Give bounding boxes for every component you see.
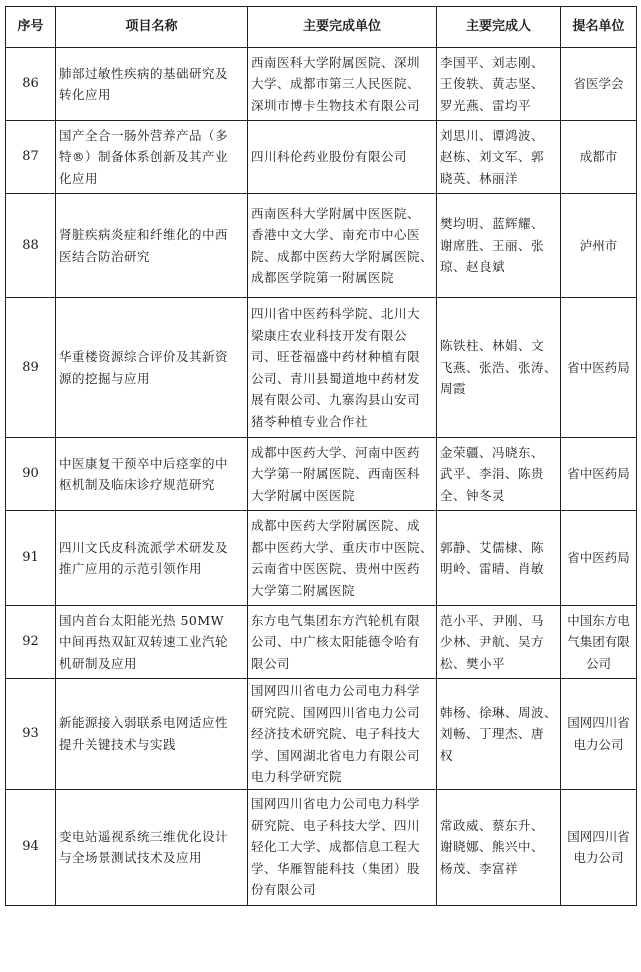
table-row xyxy=(6,121,637,194)
cell-units xyxy=(248,679,437,790)
cell-nominator-line: 国网四川省 xyxy=(567,715,630,731)
cell-units-line: 学、国网湖北省电力有限公司 xyxy=(251,747,421,763)
cell-nominator-line: 电力公司 xyxy=(573,850,624,865)
cell-persons-line: 全、钟冬灵 xyxy=(440,487,506,503)
cell-persons-line: 琼、赵良斌 xyxy=(440,259,506,275)
cell-persons-line: 谢席胜、王丽、张 xyxy=(440,237,545,253)
cell-units-line: 公司、中广核太阳能德令哈有 xyxy=(251,634,421,650)
cell-persons-line: 武平、李涓、陈贵 xyxy=(440,466,545,482)
cell-persons xyxy=(437,121,561,194)
header-project: 项目名称 xyxy=(56,7,248,48)
cell-units-line: 深圳市博卡生物技术有限公司 xyxy=(251,97,421,113)
cell-no: 87 xyxy=(6,121,56,194)
cell-nominator xyxy=(561,121,637,194)
cell-units-line: 成都中医药大学附属医院、成 xyxy=(251,518,421,533)
cell-persons-line: 明岭、雷晴、肖敏 xyxy=(440,561,545,576)
header-units: 主要完成单位 xyxy=(248,7,437,48)
cell-nominator xyxy=(561,48,637,121)
cell-persons xyxy=(437,606,561,679)
cell-persons-line: 刘思川、谭鸿波、 xyxy=(440,127,545,143)
cell-persons-line: 韩杨、徐琳、周波、 xyxy=(440,704,558,720)
cell-project-line: 提升关键技术与实践 xyxy=(59,736,177,752)
cell-persons xyxy=(437,194,561,298)
cell-nominator xyxy=(561,438,637,511)
cell-units-line: 云南省中医医院、贵州中医药 xyxy=(251,561,421,576)
cell-project-line: 源的挖掘与应用 xyxy=(59,370,151,386)
cell-persons xyxy=(437,438,561,511)
header-row xyxy=(6,7,637,48)
cell-nominator xyxy=(561,606,637,679)
cell-nominator xyxy=(561,679,637,790)
cell-no: 92 xyxy=(6,606,56,679)
cell-project-line: 四川文氏皮科流派学术研发及 xyxy=(59,539,229,555)
header-persons: 主要完成人 xyxy=(437,7,561,48)
cell-units-line: 大学第一附属医院、西南医科 xyxy=(251,466,421,482)
cell-units-line: 经济技术研究院、电子科技大 xyxy=(251,726,421,741)
cell-no: 91 xyxy=(6,511,56,606)
cell-project xyxy=(56,511,248,606)
cell-units-line: 东方电气集团东方汽轮机有限 xyxy=(251,612,421,628)
cell-nominator xyxy=(561,789,637,905)
cell-units xyxy=(248,511,437,606)
cell-no: 93 xyxy=(6,679,56,790)
cell-persons-line: 陈铁柱、林娟、文 xyxy=(440,338,545,354)
awards-table xyxy=(5,6,637,906)
cell-nominator-line: 中国东方电 xyxy=(567,612,630,628)
cell-project xyxy=(56,48,248,121)
cell-project-line: 肾脏疾病炎症和纤维化的中西 xyxy=(59,227,229,242)
cell-units xyxy=(248,48,437,121)
cell-project-line: 中间再热双缸双转速工业汽轮 xyxy=(59,634,229,650)
cell-units xyxy=(248,606,437,679)
cell-units xyxy=(248,194,437,298)
cell-units-line: 限公司 xyxy=(251,655,291,671)
cell-units-line: 国网四川省电力公司电力科学 xyxy=(251,683,421,698)
cell-project-line: 枢机制及临床诊疗规范研究 xyxy=(59,477,216,492)
header-no: 序号 xyxy=(6,7,56,48)
cell-units-line: 院、成都中医药大学附属医院、 xyxy=(251,248,434,264)
cell-persons-line: 周霞 xyxy=(440,381,467,397)
cell-project-line: 推广应用的示范引领作用 xyxy=(59,561,203,576)
cell-nominator-line: 公司 xyxy=(585,655,611,671)
cell-persons-line: 飞燕、张浩、张涛、 xyxy=(440,359,558,375)
cell-persons-line: 谢晓娜、熊兴中、 xyxy=(440,839,545,855)
cell-project-line: 华重楼资源综合评价及其新资 xyxy=(59,349,229,364)
cell-units-line: 四川省中医药科学院、北川大 xyxy=(251,306,421,321)
cell-units-line: 电力科学研究院 xyxy=(251,769,343,784)
cell-no: 89 xyxy=(6,298,56,438)
cell-persons-line: 罗光燕、雷均平 xyxy=(440,97,532,113)
cell-units xyxy=(248,789,437,905)
table-row xyxy=(6,438,637,511)
cell-persons-line: 郭静、艾儒棣、陈 xyxy=(440,539,545,555)
cell-units-line: 大学附属中医医院 xyxy=(251,487,356,503)
cell-no: 94 xyxy=(6,789,56,905)
cell-units-line: 公司、青川县蜀道地中药材发 xyxy=(251,370,421,386)
table-row xyxy=(6,679,637,790)
cell-project xyxy=(56,194,248,298)
cell-persons xyxy=(437,511,561,606)
cell-nominator xyxy=(561,194,637,298)
cell-no: 90 xyxy=(6,438,56,511)
cell-persons xyxy=(437,48,561,121)
cell-persons-line: 金荣疆、冯晓东、 xyxy=(440,444,545,460)
cell-units-line: 西南医科大学附属中医医院、 xyxy=(251,205,421,221)
header-nominator: 提名单位 xyxy=(561,7,637,48)
cell-persons-line: 权 xyxy=(440,747,454,763)
cell-project xyxy=(56,606,248,679)
cell-nominator-line: 成都市 xyxy=(579,149,618,165)
cell-project-line: 变电站遥视系统三维优化设计 xyxy=(59,828,229,844)
cell-units xyxy=(248,438,437,511)
cell-units-line: 学、华雁智能科技（集团）股 xyxy=(251,860,421,876)
table-row xyxy=(6,511,637,606)
table-row xyxy=(6,48,637,121)
cell-persons-line: 李国平、刘志刚、 xyxy=(440,54,545,70)
cell-nominator-line: 省医学会 xyxy=(573,76,624,92)
cell-units-line: 份有限公司 xyxy=(251,882,317,898)
cell-nominator-line: 泸州市 xyxy=(579,237,618,253)
cell-units-line: 四川科伦药业股份有限公司 xyxy=(251,149,408,165)
table-row xyxy=(6,606,637,679)
cell-persons-line: 王俊轶、黄志坚、 xyxy=(440,76,545,92)
cell-persons-line: 范小平、尹刚、马 xyxy=(440,612,545,628)
cell-no: 86 xyxy=(6,48,56,121)
cell-project-line: 与全场景测试技术及应用 xyxy=(59,850,203,865)
cell-persons xyxy=(437,679,561,790)
cell-nominator xyxy=(561,298,637,438)
cell-persons-line: 常政威、蔡东升、 xyxy=(440,817,545,833)
cell-persons-line: 少林、尹航、吴方 xyxy=(440,634,545,650)
cell-units-line: 成都医学院第一附属医院 xyxy=(251,270,395,285)
cell-nominator-line: 气集团有限 xyxy=(567,634,630,650)
cell-project-line: 中医康复干预卒中后痉挛的中 xyxy=(59,455,229,471)
cell-nominator-line: 电力公司 xyxy=(573,736,624,752)
cell-persons-line: 松、樊小平 xyxy=(440,655,506,671)
cell-units-line: 轻化工大学、成都信息工程大 xyxy=(251,839,421,855)
cell-persons-line: 赵栋、刘文军、郭 xyxy=(440,149,545,165)
cell-units-line: 香港中文大学、南充市中心医 xyxy=(251,227,421,242)
cell-persons-line: 杨茂、李富祥 xyxy=(440,860,519,876)
cell-project-line: 机研制及应用 xyxy=(59,655,138,671)
cell-nominator xyxy=(561,511,637,606)
cell-units-line: 大学第二附属医院 xyxy=(251,582,356,598)
cell-project-line: 医结合防治研究 xyxy=(59,248,151,264)
cell-project-line: 特®）制备体系创新及其产业 xyxy=(59,149,229,165)
cell-project xyxy=(56,298,248,438)
cell-nominator-line: 省中医药局 xyxy=(567,550,630,566)
table-row xyxy=(6,194,637,298)
cell-project-line: 肺部过敏性疾病的基础研究及 xyxy=(59,65,229,81)
cell-nominator-line: 省中医药局 xyxy=(567,466,630,482)
cell-units-line: 研究院、国网四川省电力公司 xyxy=(251,704,421,720)
cell-units-line: 猪苓种植专业合作社 xyxy=(251,413,369,429)
cell-units-line: 国网四川省电力公司电力科学 xyxy=(251,796,421,812)
cell-persons xyxy=(437,789,561,905)
cell-project-line: 国内首台太阳能光热 50MW xyxy=(59,612,225,628)
cell-persons xyxy=(437,298,561,438)
table-row xyxy=(6,298,637,438)
cell-project-line: 转化应用 xyxy=(59,87,112,102)
cell-no: 88 xyxy=(6,194,56,298)
cell-units-line: 展有限公司、九寨沟县山安司 xyxy=(251,392,421,407)
cell-persons-line: 樊均明、蓝辉耀、 xyxy=(440,216,545,232)
table-body xyxy=(6,48,637,906)
cell-nominator-line: 国网四川省 xyxy=(567,828,630,844)
cell-project-line: 新能源接入弱联系电网适应性 xyxy=(59,715,229,731)
cell-units-line: 成都中医药大学、河南中医药 xyxy=(251,444,421,460)
cell-project xyxy=(56,789,248,905)
cell-units xyxy=(248,121,437,194)
cell-project-line: 国产全合一肠外营养产品（多 xyxy=(59,127,229,143)
cell-persons-line: 晓英、林丽洋 xyxy=(440,170,519,186)
table-row xyxy=(6,789,637,905)
cell-units xyxy=(248,298,437,438)
cell-nominator-line: 省中医药局 xyxy=(567,359,630,375)
cell-units-line: 研究院、电子科技大学、四川 xyxy=(251,817,421,833)
cell-units-line: 都中医药大学、重庆市中医院、 xyxy=(251,539,434,555)
cell-units-line: 司、旺苍福盛中药材种植有限 xyxy=(251,349,421,364)
cell-units-line: 西南医科大学附属医院、深圳 xyxy=(251,54,421,70)
cell-project-line: 化应用 xyxy=(59,170,99,186)
cell-units-line: 梁康庄农业科技开发有限公 xyxy=(251,327,408,343)
cell-project xyxy=(56,121,248,194)
cell-persons-line: 刘畅、丁理杰、唐 xyxy=(440,726,545,741)
cell-units-line: 大学、成都市第三人民医院、 xyxy=(251,76,421,92)
cell-project xyxy=(56,679,248,790)
cell-project xyxy=(56,438,248,511)
